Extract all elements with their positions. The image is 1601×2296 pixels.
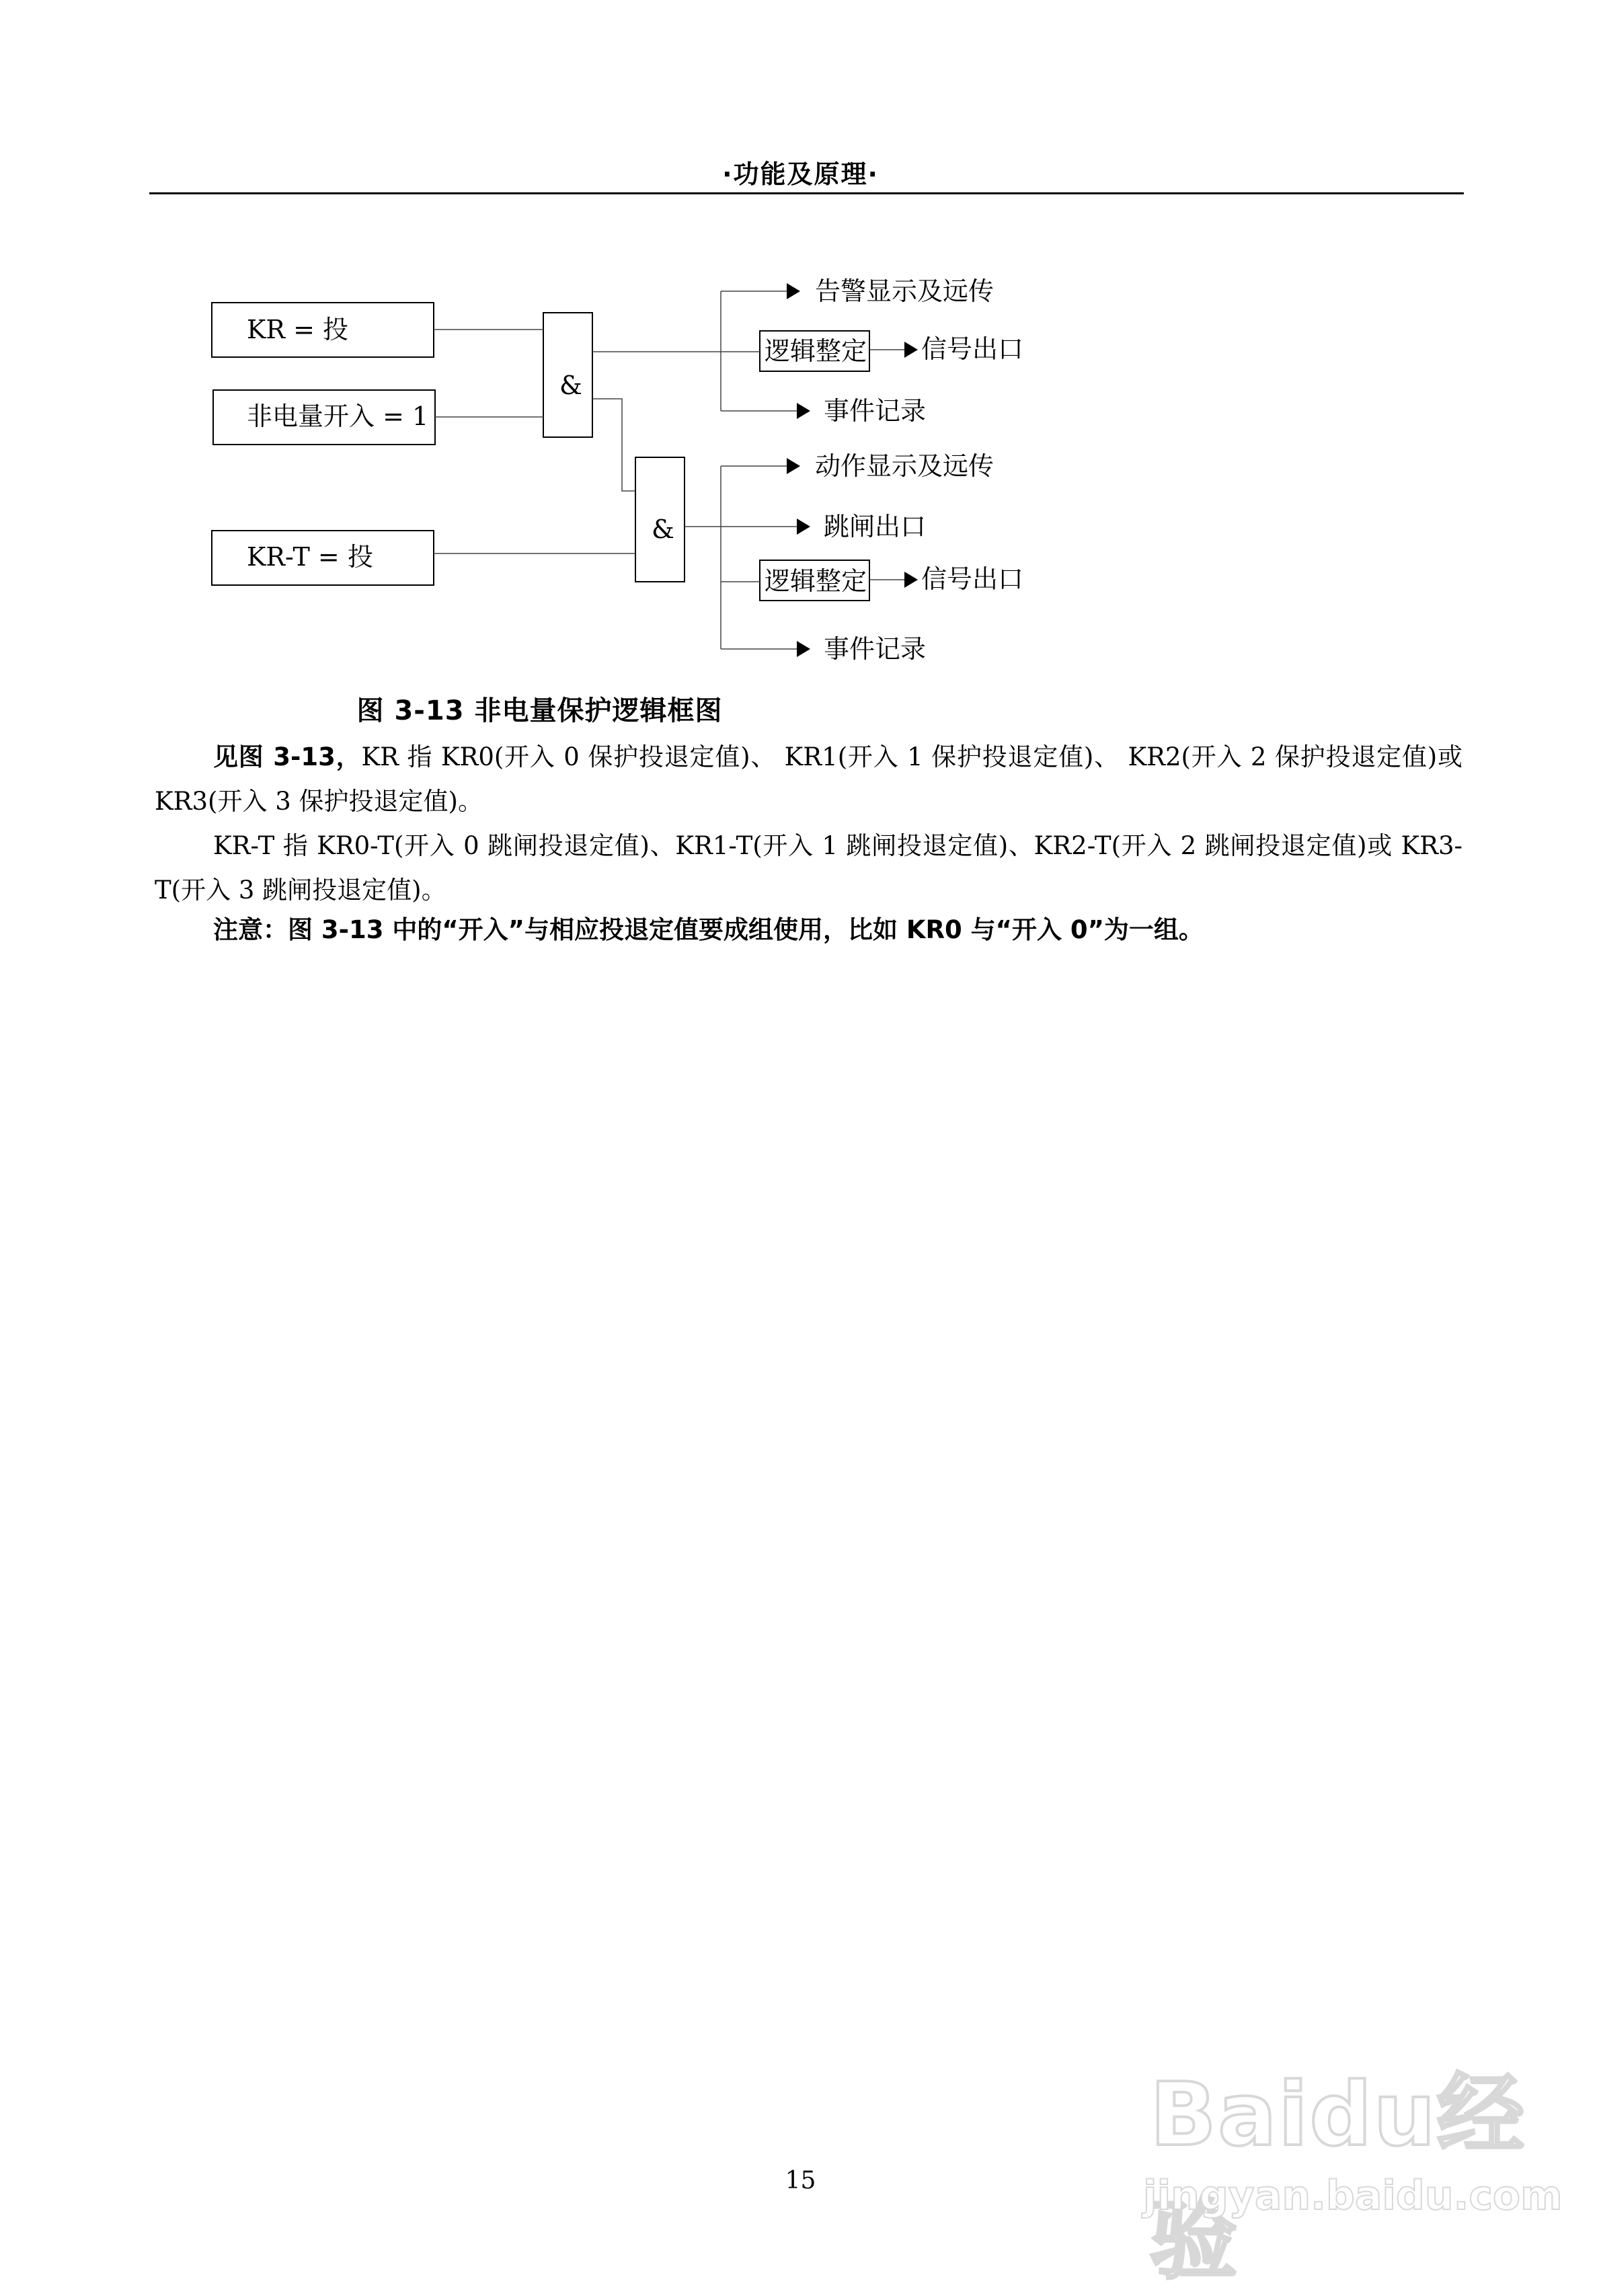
- output-action-label: 动作显示及远传: [815, 451, 994, 481]
- output-alarm-label: 告警显示及远传: [815, 276, 994, 306]
- watermark-url: jingyan.baidu.com: [1143, 2172, 1563, 2219]
- paragraph-kr-text: KR 指 KR0(开入 0 保护投退定值)、 KR1(开入 1 保护投退定值)、 KR2(开入 2 保护投退定值)或 KR3(开入 3 保护投退定值)。: [155, 742, 1462, 816]
- paragraph-note-text: 注意：图 3-13 中的“开入”与相应投退定值要成组使用，比如 KR0 与“开入 0”为一组。: [213, 915, 1204, 944]
- figure-caption: 图 3-13 非电量保护逻辑框图: [356, 695, 723, 726]
- paragraph-lead: 见图 3-13，: [213, 742, 362, 771]
- gate-label-2: &: [652, 514, 674, 544]
- page-number: 15: [785, 2167, 816, 2194]
- input-label-krt: KR-T = 投: [247, 542, 373, 572]
- input-label-non-elec: 非电量开入 = 1: [247, 401, 429, 431]
- event-record-label-1: 事件记录: [824, 396, 927, 426]
- paragraph-note: [155, 908, 1462, 952]
- page-header-title: ·功能及原理·: [722, 159, 879, 189]
- paragraph-krt-definition: [155, 824, 1462, 913]
- event-record-label-2: 事件记录: [824, 634, 927, 664]
- logic-block-diagram: [0, 0, 1601, 679]
- paragraph-krt-text: KR-T 指 KR0-T(开入 0 跳闸投退定值)、KR1-T(开入 1 跳闸投退定值)、KR2-T(开入 2 跳闸投退定值)或 KR3-T(开入 3 跳闸投退定值)。: [155, 831, 1462, 905]
- arrow-event-2: [797, 641, 810, 657]
- input-label-kr: KR = 投: [247, 315, 348, 344]
- arrow-signal-1: [904, 342, 918, 358]
- wire-gate1-to-gate2: [592, 399, 635, 491]
- paragraph-kr-definition: [155, 735, 1462, 824]
- signal-output-label-1: 信号出口: [921, 334, 1024, 364]
- arrow-trip: [797, 519, 810, 535]
- gate-label-1: &: [559, 371, 582, 400]
- logic-setting-label-1: 逻辑整定: [765, 336, 867, 366]
- watermark-logo: Baidu经验: [1150, 2063, 1526, 2291]
- baidu-watermark: [1130, 2038, 1563, 2291]
- trip-output-label: 跳闸出口: [824, 512, 927, 541]
- arrow-signal-2: [904, 572, 918, 588]
- arrow-action: [787, 458, 800, 474]
- arrow-alarm: [787, 283, 800, 299]
- logic-setting-label-2: 逻辑整定: [765, 566, 867, 596]
- arrow-event-1: [797, 403, 810, 419]
- signal-output-label-2: 信号出口: [921, 564, 1024, 594]
